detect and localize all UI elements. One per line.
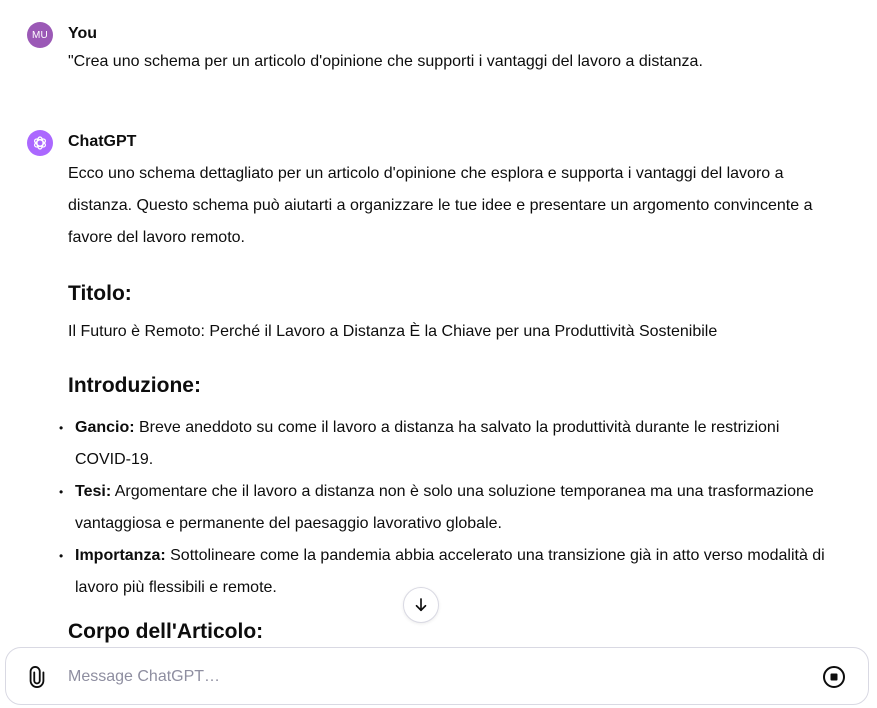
stop-generating-button[interactable] — [822, 665, 846, 689]
assistant-author-name: ChatGPT — [68, 133, 137, 150]
list-item-label: Gancio: — [75, 419, 135, 436]
scroll-to-bottom-button[interactable] — [403, 587, 439, 623]
user-author-name: You — [68, 25, 98, 42]
message-composer — [5, 647, 869, 705]
list-item-text: Breve aneddoto su come il lavoro a distanza ha salvato la produttività durante le restrizioni COVID-19. — [75, 419, 780, 468]
list-item — [68, 476, 828, 540]
assistant-avatar — [27, 130, 53, 156]
arrow-down-icon — [412, 596, 430, 614]
list-item — [68, 540, 828, 604]
list-item-label: Tesi: — [75, 483, 112, 500]
list-item-label: Importanza: — [75, 547, 166, 564]
attach-button[interactable] — [24, 664, 50, 690]
openai-logo-icon — [31, 134, 49, 152]
introduction-list — [68, 412, 828, 604]
assistant-message-body — [68, 158, 828, 646]
list-item-text: Argomentare che il lavoro a distanza non è solo una soluzione temporanea ma una trasformazione vantaggiosa e permanente del paesaggio lavorativo globale. — [75, 483, 814, 532]
article-body-heading: Corpo dell'Articolo: — [68, 620, 264, 643]
message-input[interactable] — [68, 662, 788, 692]
user-message-text: "Crea uno schema per un articolo d'opinione che supporti i vantaggi del lavoro a distanza. — [68, 53, 703, 70]
user-avatar: MU — [27, 22, 53, 48]
stop-icon — [822, 665, 846, 689]
paperclip-icon — [26, 665, 48, 689]
introduction-heading: Introduzione: — [68, 374, 201, 397]
list-item — [68, 412, 828, 476]
list-item-text: Sottolineare come la pandemia abbia accelerato una transizione già in atto verso modalità di lavoro più flessibili e remote. — [75, 547, 825, 596]
title-text: Il Futuro è Remoto: Perché il Lavoro a Distanza È la Chiave per una Produttività Sostenibile — [68, 323, 718, 340]
title-heading: Titolo: — [68, 282, 132, 305]
assistant-intro-paragraph: Ecco uno schema dettagliato per un articolo d'opinione che esplora e supporta i vantaggi del lavoro a distanza. Questo schema può aiutarti a organizzare le tue idee e presentare un argomento convincente a favore del lavoro remoto. — [68, 165, 813, 246]
